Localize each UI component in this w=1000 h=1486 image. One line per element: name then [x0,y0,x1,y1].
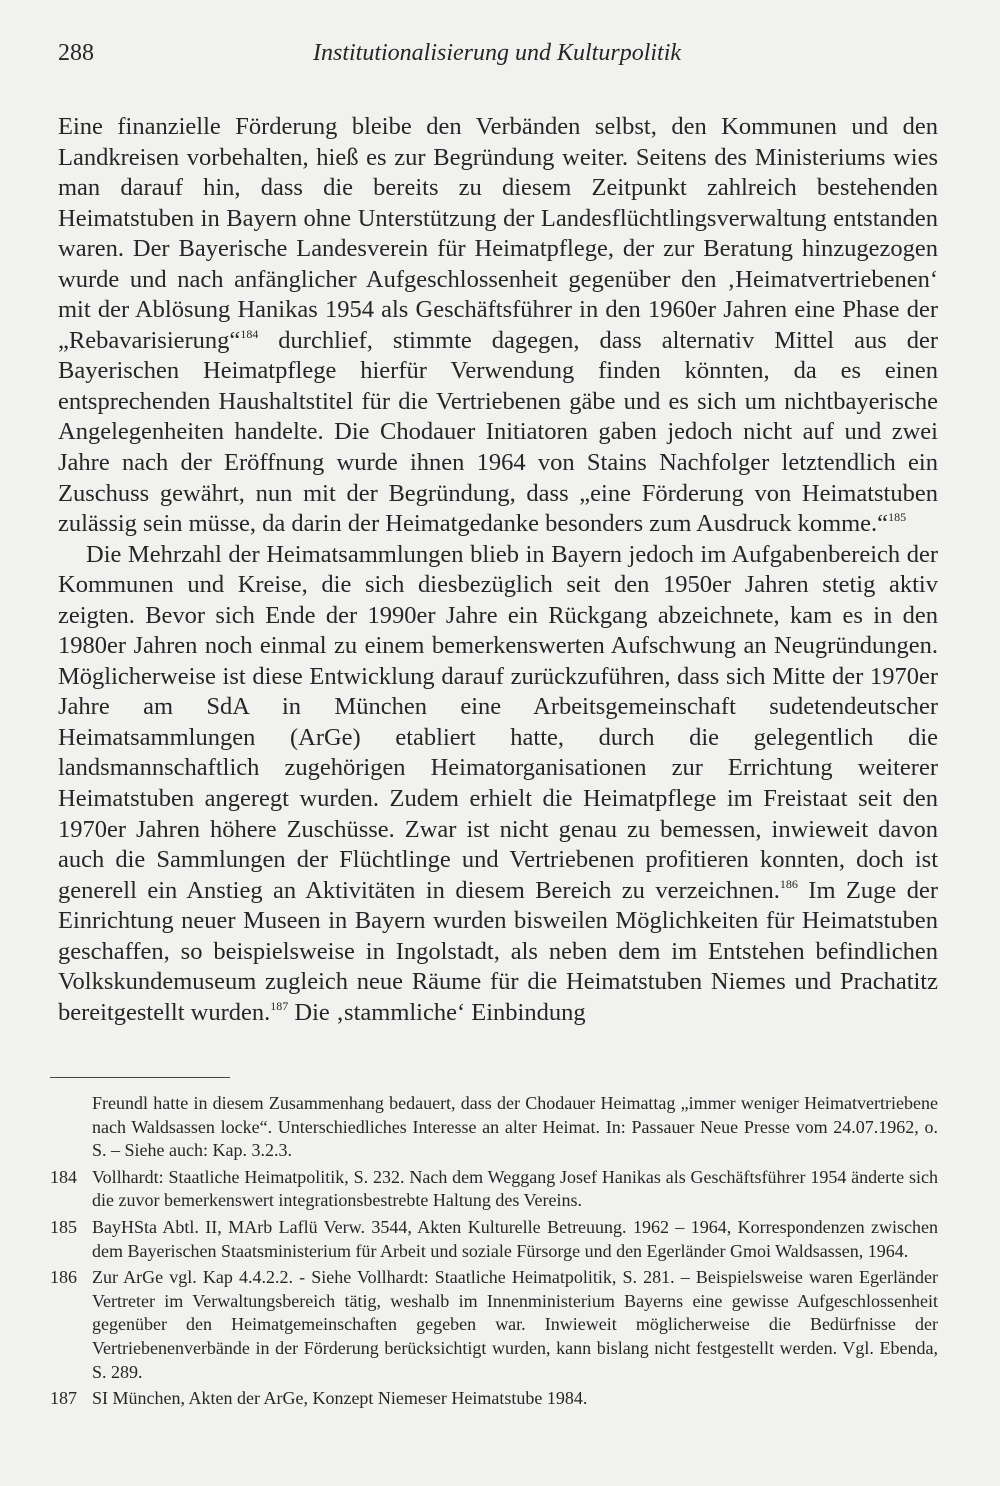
footnote-number: 185 [50,1216,77,1237]
paragraph-2 [58,540,938,1029]
footnote-text: Zur ArGe vgl. Kap 4.4.2.2. - Siehe Vollhardt: Staatliche Heimatpolitik, S. 281. – Beispielsweise waren Egerländer Vertreter im Verwaltungsbereich tätig, weshalb im Innenministerium Bayerns eine gewisse Aufgeschlossenheit gegenüber den Heimatgemeinschaften gegeben war. Inwieweit möglicherweise die Bedürfnisse der Vertriebenenverbände in der Förderung berücksichtigt wurden, kann bislang nicht festgestellt werden. Vgl. Ebenda, S. 289. [92,1267,938,1382]
page-header [58,40,938,76]
paragraph-2-text-b: Im Zuge der Einrichtung neuer Museen in Bayern wurden bisweilen Möglichkeiten für Heimatstuben geschaffen, so beispielsweise in Ingolstadt, als neben dem im Entstehen befindlichen Volkskundemuseum zugleich neue Räume für die Heimatstuben Niemes und Prachatitz bereitgestellt wurden. [58,876,938,1026]
paragraph-1 [58,112,938,540]
running-title: Institutionalisierung und Kulturpolitik [313,40,682,66]
footnote-text: SI München, Akten der ArGe, Konzept Niemeser Heimatstube 1984. [92,1388,588,1409]
footnote-185 [50,1216,938,1263]
footnote-text: Vollhardt: Staatliche Heimatpolitik, S. 232. Nach dem Weggang Josef Hanikas als Geschäftsführer 1954 änderte sich die zuvor bemerkenswert integrationsbestrebte Haltung des Vereins. [92,1166,938,1211]
body-text [58,112,938,1028]
paragraph-1-text-b: durchlief, stimmte dagegen, dass alternativ Mittel aus der Bayerischen Heimatpflege hierfür Verwendung finden könnten, da es einen entsprechenden Haushaltstitel für die Vertriebenen gäbe und es sich um nichtbayerische Angelegenheiten handelte. Die Chodauer Initiatoren gaben jedoch nicht auf und zwei Jahre nach der Eröffnung wurde ihnen 1964 von Stains Nachfolger letztendlich ein Zuschuss gewährt, nun mit der Begründung, dass „eine Förderung von Heimatstuben zulässig sein müsse, da darin der Heimatgedanke besonders zum Ausdruck komme.“ [58,326,938,538]
footnote-text: BayHSta Abtl. II, MArb Laflü Verw. 3544, Akten Kulturelle Betreuung. 1962 – 1964, Korrespondenzen zwischen dem Bayerischen Staatsministerium für Arbeit und soziale Fürsorge und den Egerländer Gmoi Waldsassen, 1964. [92,1216,938,1261]
footnote-186 [50,1266,938,1384]
footnote-ref-186: 186 [779,876,798,891]
footnotes [50,1092,938,1411]
footnote-ref-187: 187 [270,998,289,1013]
footnote-number: 187 [50,1388,77,1409]
footnote-separator [50,1077,230,1078]
paragraph-2-text-c: Die ‚stammliche‘ Einbindung [288,998,586,1026]
footnote-187 [50,1387,938,1411]
footnote-ref-184: 184 [240,326,259,341]
footnote-ref-185: 185 [888,510,907,525]
footnote-number: 186 [50,1267,77,1288]
footnote-number: 184 [50,1166,77,1187]
paragraph-2-text-a: Die Mehrzahl der Heimatsammlungen blieb in Bayern jedoch im Aufgabenbereich der Kommunen und Kreise, die sich diesbezüglich seit den 1950er Jahren stetig aktiv zeigten. Bevor sich Ende der 1990er Jahre ein Rückgang abzeichnete, kam es in den 1980er Jahren noch einmal zu einem bemerkenswerten Aufschwung an Neugründungen. Möglicherweise ist diese Entwicklung darauf zurückzuführen, dass sich Mitte der 1970er Jahre am SdA in München eine Arbeitsgemeinschaft sudetendeutscher Heimatsammlungen (ArGe) etabliert hatte, durch die gelegentlich die landsmannschaftlich zugehörigen Heimatorganisationen zur Errichtung weiterer Heimatstuben angeregt wurden. Zudem erhielt die Heimatpflege im Freistaat seit den 1970er Jahren höhere Zuschüsse. Zwar ist nicht genau zu bemessen, inwieweit davon auch die Sammlungen der Flüchtlinge und Vertriebenen profitieren konnten, doch ist generell ein Anstieg an Aktivitäten in diesem Bereich zu verzeichnen. [58,540,938,904]
footnote-184 [50,1166,938,1213]
paragraph-1-text-a: Eine finanzielle Förderung bleibe den Verbänden selbst, den Kommunen und den Landkreisen vorbehalten, hieß es zur Begründung weiter. Seitens des Ministeriums wies man darauf hin, dass die bereits zu diesem Zeitpunkt zahlreich bestehenden Heimatstuben in Bayern ohne Unterstützung der Landesflüchtlingsverwaltung entstanden waren. Der Bayerische Landesverein für Heimatpflege, der zur Beratung hinzugezogen wurde und nach anfänglicher Aufgeschlossenheit gegenüber den ‚Heimatvertriebenen‘ mit der Ablösung Hanikas 1954 als Geschäftsführer in den 1960er Jahren eine Phase der „Rebavarisierung“ [58,113,938,354]
page-number: 288 [58,40,94,66]
footnote-continuation: Freundl hatte in diesem Zusammenhang bedauert, dass der Chodauer Heimattag „immer weniger Heimatvertriebene nach Waldsassen locke“. Unterschiedliches Interesse an alter Heimat. In: Passauer Neue Presse vom 24.07.1962, o. S. – Siehe auch: Kap. 3.2.3. [92,1093,938,1161]
